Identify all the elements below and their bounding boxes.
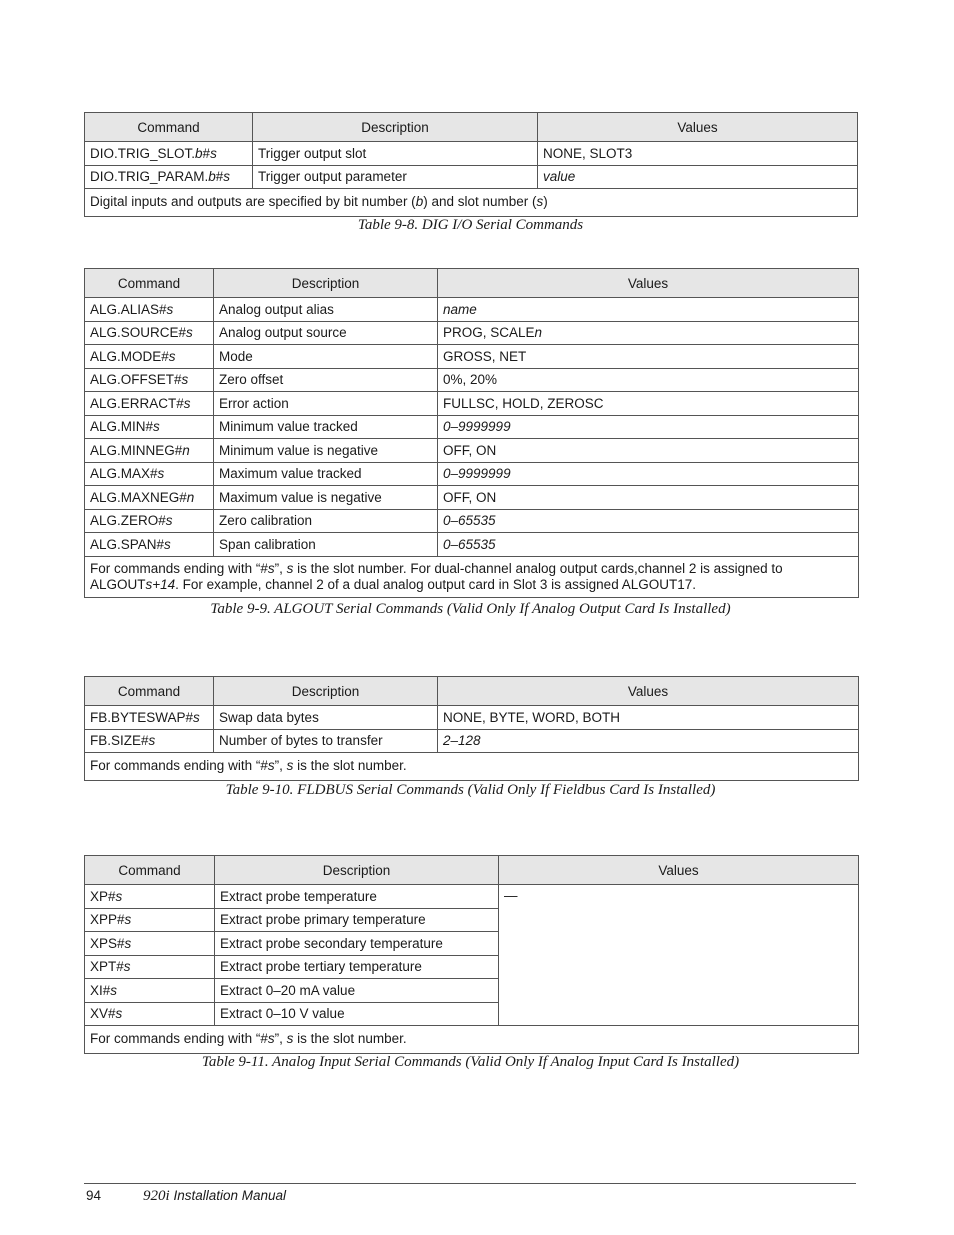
command-cell: DIO.TRIG_SLOT.b#s (85, 142, 253, 166)
command-cell: ALG.MAX#s (85, 462, 214, 486)
description-cell: Span calibration (214, 533, 438, 557)
description-cell: Minimum value is negative (214, 439, 438, 463)
table-note: For commands ending with “#s”, s is the slot number. (85, 1026, 859, 1054)
command-cell: ALG.ERRACT#s (85, 392, 214, 416)
footer-divider (84, 1183, 856, 1184)
values-cell: 0–65535 (438, 533, 859, 557)
table-note: Digital inputs and outputs are specified by bit number (b) and slot number (s) (85, 189, 858, 217)
header-command: Command (85, 677, 214, 706)
description-cell: Error action (214, 392, 438, 416)
description-cell: Extract 0–20 mA value (215, 979, 499, 1003)
description-cell: Mode (214, 345, 438, 369)
table-row (85, 298, 859, 322)
description-cell: Extract 0–10 V value (215, 1002, 499, 1026)
command-cell: ALG.ZERO#s (85, 509, 214, 533)
command-cell: ALG.MODE#s (85, 345, 214, 369)
description-cell: Extract probe secondary temperature (215, 932, 499, 956)
values-cell: PROG, SCALEn (438, 321, 859, 345)
table-row (85, 321, 859, 345)
table-header-row (85, 677, 859, 706)
table-row (85, 392, 859, 416)
header-command: Command (85, 113, 253, 142)
command-cell: XP#s (85, 885, 215, 909)
manual-name: Installation Manual (173, 1188, 287, 1203)
description-cell: Trigger output parameter (253, 165, 538, 189)
header-description: Description (214, 677, 438, 706)
values-cell: value (538, 165, 858, 189)
command-cell: XPS#s (85, 932, 215, 956)
table-header-row (85, 856, 859, 885)
table-row (85, 885, 859, 909)
values-cell: 0–9999999 (438, 415, 859, 439)
description-cell: Maximum value is negative (214, 486, 438, 510)
header-values: Values (438, 677, 859, 706)
table-row (85, 165, 858, 189)
dio-serial-commands-table (84, 112, 858, 217)
description-cell: Minimum value tracked (214, 415, 438, 439)
command-cell: XV#s (85, 1002, 215, 1026)
description-cell: Number of bytes to transfer (214, 729, 438, 753)
command-cell: XPT#s (85, 955, 215, 979)
description-cell: Trigger output slot (253, 142, 538, 166)
description-cell: Extract probe primary temperature (215, 908, 499, 932)
command-cell: ALG.SOURCE#s (85, 321, 214, 345)
table-caption: Table 9-8. DIG I/O Serial Commands (357, 217, 584, 233)
table-row (85, 509, 859, 533)
header-values: Values (438, 269, 859, 298)
command-cell: ALG.SPAN#s (85, 533, 214, 557)
description-cell: Analog output source (214, 321, 438, 345)
table-note-row (85, 556, 859, 597)
values-cell: 2–128 (438, 729, 859, 753)
header-values: Values (538, 113, 858, 142)
table-row (85, 706, 859, 730)
command-cell: FB.SIZE#s (85, 729, 214, 753)
command-cell: ALG.ALIAS#s (85, 298, 214, 322)
header-description: Description (215, 856, 499, 885)
description-cell: Extract probe temperature (215, 885, 499, 909)
table-row (85, 415, 859, 439)
values-cell: NONE, BYTE, WORD, BOTH (438, 706, 859, 730)
command-cell: ALG.MINNEG#n (85, 439, 214, 463)
table-row (85, 486, 859, 510)
command-cell: ALG.MIN#s (85, 415, 214, 439)
values-cell: OFF, ON (438, 439, 859, 463)
description-cell: Maximum value tracked (214, 462, 438, 486)
description-cell: Swap data bytes (214, 706, 438, 730)
values-cell: 0–65535 (438, 509, 859, 533)
table-note: For commands ending with “#s”, s is the slot number. (85, 753, 859, 781)
table-row (85, 533, 859, 557)
values-cell: — (499, 885, 859, 1026)
description-cell: Extract probe tertiary temperature (215, 955, 499, 979)
values-cell: FULLSC, HOLD, ZEROSC (438, 392, 859, 416)
values-cell: name (438, 298, 859, 322)
fldbus-serial-commands-table (84, 676, 859, 781)
command-cell: ALG.MAXNEG#n (85, 486, 214, 510)
command-cell: XPP#s (85, 908, 215, 932)
manual-title (143, 1188, 286, 1205)
values-cell: 0%, 20% (438, 368, 859, 392)
header-command: Command (85, 856, 215, 885)
values-cell: 0–9999999 (438, 462, 859, 486)
table-note: For commands ending with “#s”, s is the slot number. For dual-channel analog output cards,channel 2 is assigned to ALGOUTs+14. For example, channel 2 of a dual analog output card in Slot 3 is assigned ALGOUT17. (85, 556, 859, 597)
command-cell: ALG.OFFSET#s (85, 368, 214, 392)
algout-serial-commands-table (84, 268, 859, 598)
values-cell: NONE, SLOT3 (538, 142, 858, 166)
table-row (85, 462, 859, 486)
command-cell: FB.BYTESWAP#s (85, 706, 214, 730)
header-description: Description (253, 113, 538, 142)
table-caption: Table 9-10. FLDBUS Serial Commands (Valid Only If Fieldbus Card Is Installed) (225, 782, 716, 798)
header-command: Command (85, 269, 214, 298)
table-caption: Table 9-11. Analog Input Serial Commands (Valid Only If Analog Input Card Is Installed) (201, 1054, 740, 1070)
values-cell: GROSS, NET (438, 345, 859, 369)
table-header-row (85, 269, 859, 298)
table-note-row (85, 189, 858, 217)
command-cell: DIO.TRIG_PARAM.b#s (85, 165, 253, 189)
analog-input-serial-commands-table (84, 855, 859, 1054)
table-caption: Table 9-9. ALGOUT Serial Commands (Valid Only If Analog Output Card Is Installed) (210, 601, 731, 617)
description-cell: Zero calibration (214, 509, 438, 533)
command-cell: XI#s (85, 979, 215, 1003)
description-cell: Zero offset (214, 368, 438, 392)
table-row (85, 142, 858, 166)
table-row (85, 345, 859, 369)
table-header-row (85, 113, 858, 142)
page-number: 94 (86, 1188, 102, 1203)
table-row (85, 368, 859, 392)
table-note-row (85, 753, 859, 781)
table-row (85, 729, 859, 753)
header-description: Description (214, 269, 438, 298)
table-row (85, 439, 859, 463)
table-note-row (85, 1026, 859, 1054)
header-values: Values (499, 856, 859, 885)
description-cell: Analog output alias (214, 298, 438, 322)
model-name: 920i (143, 1188, 170, 1204)
values-cell: OFF, ON (438, 486, 859, 510)
